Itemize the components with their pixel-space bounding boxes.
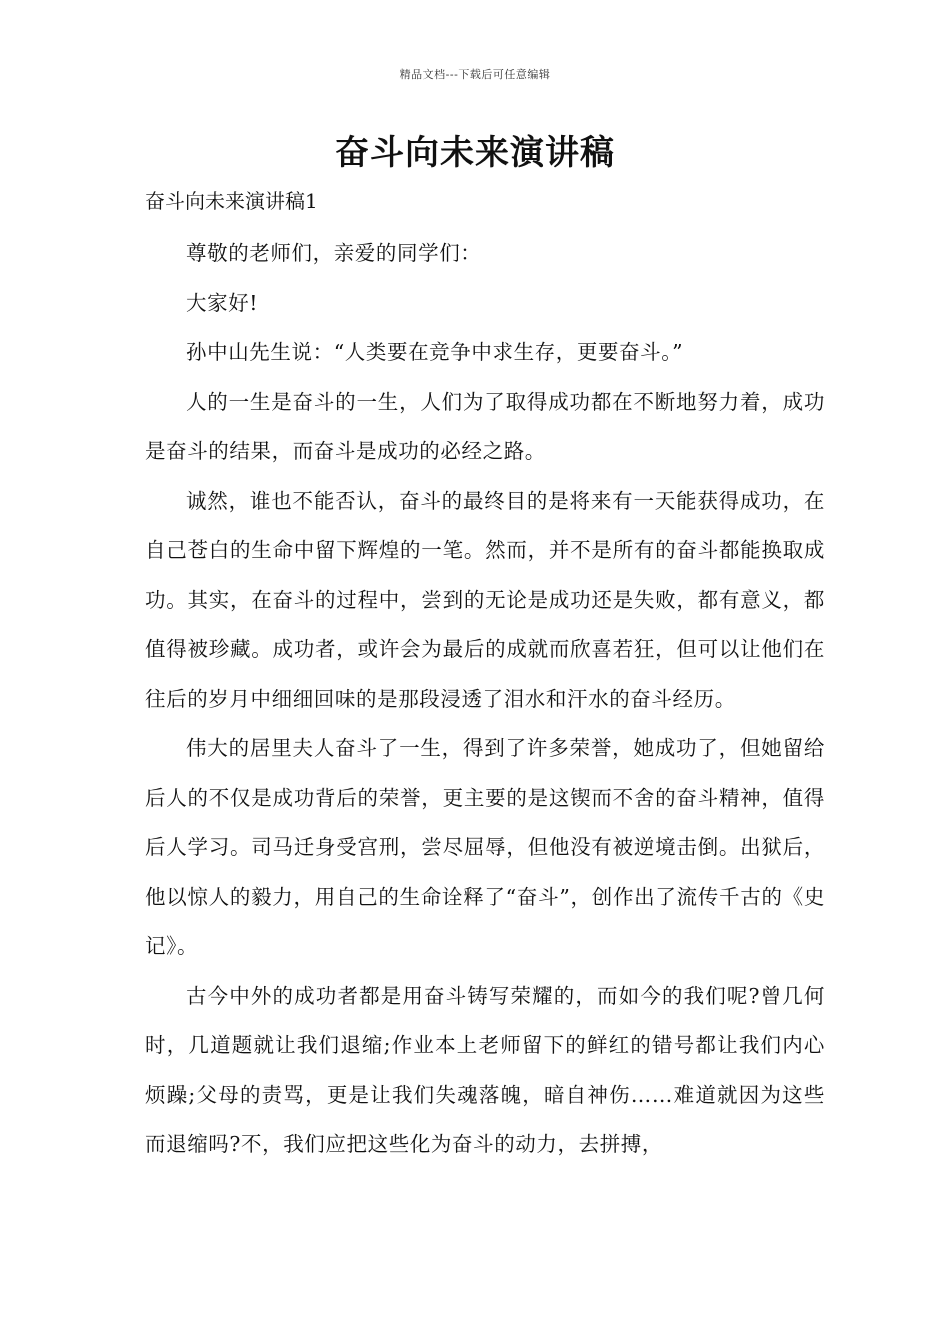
paragraph: 伟大的居里夫人奋斗了一生，得到了许多荣誉，她成功了，但她留给后人的不仅是成功背后的荣誉，更主要的是这锲而不舍的奋斗精神，值得后人学习。司马迁身受宫刑，尝尽屈辱，但他没有被逆境击倒。出狱后，他以惊人的毅力，用自己的生命诠释了“奋斗”，创作出了流传千古的《史记》。 (145, 736, 825, 958)
paragraph: 古今中外的成功者都是用奋斗铸写荣耀的，而如今的我们呢?曾几何时，几道题就让我们退缩;作业本上老师留下的鲜红的错号都让我们内心烦躁;父母的责骂，更是让我们失魂落魄，暗自神伤……难道就因为这些而退缩吗?不，我们应把这些化为奋斗的动力，去拼搏， (145, 983, 825, 1156)
paragraph: 诚然，谁也不能否认，奋斗的最终目的是将来有一天能获得成功，在自己苍白的生命中留下辉煌的一笔。然而，并不是所有的奋斗都能换取成功。其实，在奋斗的过程中，尝到的无论是成功还是失败，都有意义，都值得被珍藏。成功者，或许会为最后的成就而欣喜若狂，但可以让他们在往后的岁月中细细回味的是那段浸透了泪水和汗水的奋斗经历。 (145, 488, 825, 711)
paragraph: 人的一生是奋斗的一生，人们为了取得成功都在不断地努力着，成功是奋斗的结果，而奋斗是成功的必经之路。 (145, 389, 825, 463)
paragraph-quote: 孙中山先生说：“人类要在竞争中求生存，更要奋斗。” (186, 340, 684, 364)
header-note: 精品文档---下载后可任意编辑 (399, 68, 551, 81)
paragraph-hello: 大家好! (186, 290, 259, 315)
paragraph-greeting: 尊敬的老师们，亲爱的同学们： (186, 241, 482, 265)
body-text (145, 229, 825, 1170)
page-title: 奋斗向未来演讲稿 (335, 133, 615, 173)
section-subtitle: 奋斗向未来演讲稿1 (145, 189, 318, 213)
